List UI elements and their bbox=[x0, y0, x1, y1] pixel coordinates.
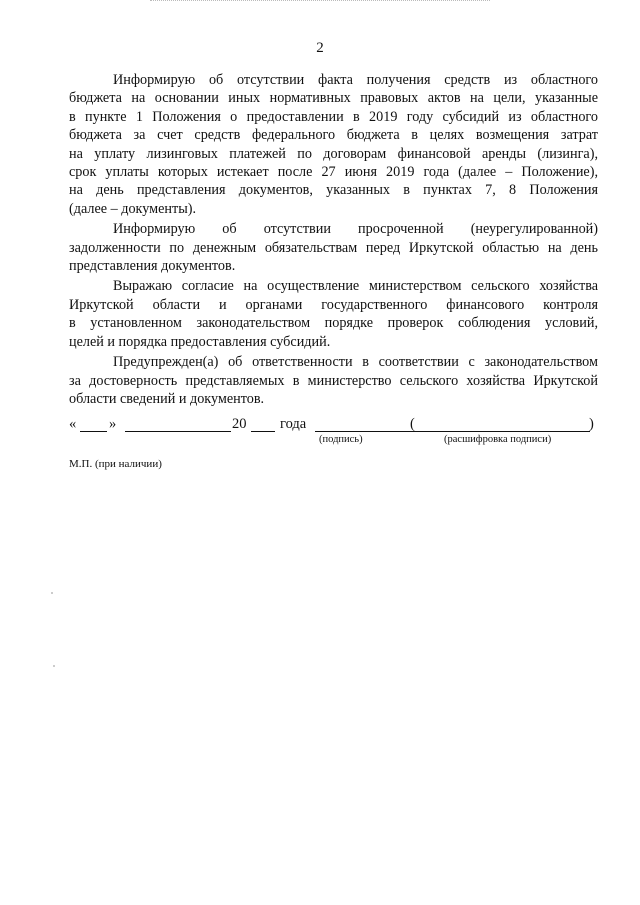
text-line: на день представления документов, указанных в пунктах 7, 8 Положения bbox=[69, 182, 598, 199]
scan-speck bbox=[51, 592, 53, 594]
text-line: Иркутской области и органами государственного финансового контроля bbox=[69, 296, 598, 313]
page-number: 2 bbox=[316, 40, 324, 56]
paragraph-responsibility bbox=[69, 353, 598, 408]
text-line: представления документов. bbox=[69, 258, 236, 275]
close-paren: ) bbox=[589, 416, 594, 432]
text-line: (далее – документы). bbox=[69, 200, 197, 217]
open-quote: « bbox=[69, 416, 77, 432]
signature-caption: (подпись) bbox=[319, 434, 363, 445]
day-field[interactable] bbox=[80, 416, 107, 432]
text-line: Информирую об отсутствии просроченной (неурегулированной) bbox=[113, 221, 598, 238]
paragraph-consent bbox=[69, 277, 598, 351]
year-prefix: 20 bbox=[232, 416, 247, 432]
month-field[interactable] bbox=[125, 416, 231, 432]
year-field[interactable] bbox=[251, 416, 275, 432]
scan-speck bbox=[53, 665, 55, 667]
text-line: задолженности по денежным обязательствам перед Иркутской областью на день bbox=[69, 239, 598, 256]
text-line: в установленном законодательством порядке проверок соблюдения условий, bbox=[69, 315, 598, 332]
text-line: Предупрежден(а) об ответственности в соответствии с законодательством bbox=[113, 354, 598, 371]
open-paren: ( bbox=[410, 416, 415, 432]
signature-row bbox=[69, 416, 598, 436]
year-suffix: года bbox=[280, 416, 307, 432]
text-line: Выражаю согласие на осуществление министерством сельского хозяйства bbox=[113, 278, 598, 295]
text-line: области сведений и документов. bbox=[69, 390, 265, 407]
text-line: бюджета на основании иных нормативных правовых актов на цели, указанные bbox=[69, 90, 598, 107]
seal-note: М.П. (при наличии) bbox=[69, 458, 162, 470]
scan-top-rule bbox=[150, 0, 490, 2]
close-quote: » bbox=[109, 416, 117, 432]
text-line: в пункте 1 Положения о предоставлении в 2019 году субсидий из областного bbox=[69, 108, 598, 125]
transcript-caption: (расшифровка подписи) bbox=[444, 434, 552, 445]
paragraph-no-funds bbox=[69, 71, 598, 218]
paragraph-no-debt bbox=[69, 220, 598, 275]
name-transcript-field[interactable] bbox=[416, 416, 590, 432]
text-line: за достоверность представляемых в министерство сельского хозяйства Иркутской bbox=[69, 372, 598, 389]
document-body bbox=[69, 71, 598, 410]
text-line: целей и порядка предоставления субсидий. bbox=[69, 333, 331, 350]
text-line: на уплату лизинговых платежей по договорам финансовой аренды (лизинга), bbox=[69, 145, 598, 162]
text-line: бюджета за счет средств федерального бюджета в целях возмещения затрат bbox=[69, 127, 598, 144]
text-line: срок уплаты которых истекает после 27 июня 2019 года (далее – Положение), bbox=[69, 164, 598, 181]
text-line: Информирую об отсутствии факта получения средств из областного bbox=[113, 72, 598, 88]
